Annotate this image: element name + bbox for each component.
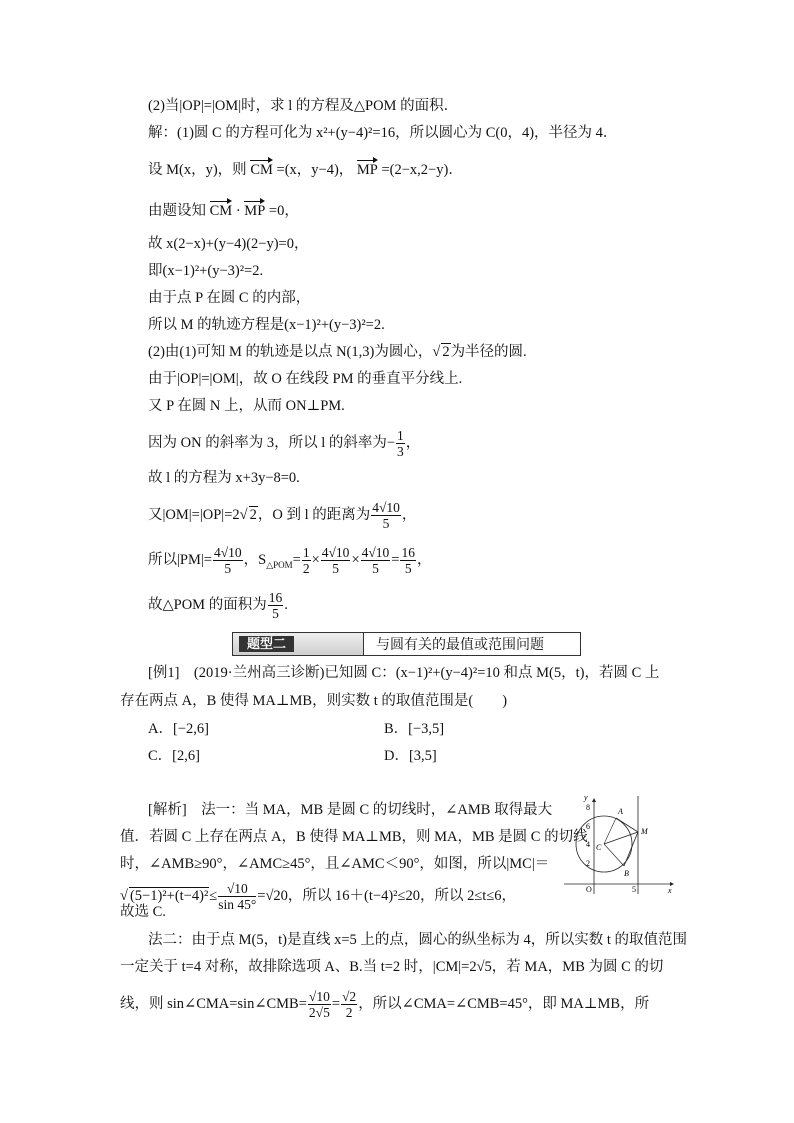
sqrt-sign: √: [239, 507, 248, 523]
denominator: 5: [372, 561, 379, 577]
numerator: √10: [218, 881, 256, 897]
text: (2)由(1)可知 M 的轨迹是以点 N(1,3)为圆心，: [148, 344, 433, 360]
method-two-line-3: [120, 985, 649, 1023]
text: 由题设知: [148, 203, 206, 219]
fraction: [396, 428, 405, 459]
solution-line-7: 所以 M 的轨迹方程是(x−1)²+(y−3)²=2.: [148, 317, 385, 333]
text: 设 M(x，y)，则: [148, 162, 247, 178]
text: 所以|PM|=: [148, 552, 212, 568]
example-line-1: [例1] (2019·兰州高三诊断)已知圆 C：(x−1)²+(y−4)²=10 和点 M(5，t)，若圆 C 上: [148, 665, 660, 681]
numerator: 16: [268, 590, 283, 606]
banner-tag-area: [233, 633, 364, 655]
denominator: 2√5: [308, 1005, 330, 1021]
text: ，: [401, 507, 417, 523]
y-axis-arrow: [592, 798, 596, 802]
option-d: D．[3,5]: [384, 748, 437, 764]
fraction: [341, 989, 357, 1020]
fraction: [308, 989, 331, 1020]
denominator: sin 45°: [218, 897, 257, 913]
vector-cm: CM: [210, 200, 233, 220]
circle-figure: [564, 796, 676, 896]
text: 线，则 sin∠CMA=sin∠CMB=: [120, 996, 307, 1012]
method-two-line-1: 法二：由于点 M(5，t)是直线 x=5 上的点，圆心的纵坐标为 4，所以实数 t 的取值范围: [148, 932, 688, 948]
tick-y-6: 6: [586, 822, 590, 831]
text: =: [292, 552, 301, 568]
solution-line-8: [148, 343, 527, 361]
text: 因为 ON 的斜率为 3，所以 l 的斜率为−: [148, 435, 396, 451]
text: ，O 到 l 的距离为: [257, 507, 371, 523]
method-two-line-2: 一定关于 t=4 对称，故排除选项 A、B.当 t=2 时，|CM|=2√5，若 MA，MB 为圆 C 的切: [120, 959, 664, 975]
section-banner: [232, 632, 581, 656]
text: =√20，所以 16＋(t−4)²≤20，所以 2≤t≤6，: [257, 888, 517, 904]
text: ，: [405, 435, 421, 451]
solution-line-15: [148, 586, 288, 624]
tick-y-4: 4: [586, 840, 590, 849]
numerator: 1: [397, 428, 404, 444]
text: =(x，y−4)，: [276, 162, 354, 178]
fraction: [213, 545, 243, 576]
fraction: [321, 545, 351, 576]
y-label: y: [584, 796, 588, 802]
vector-cm: CM: [250, 159, 273, 179]
denominator: 2: [302, 561, 310, 577]
text: .: [284, 597, 288, 613]
text: =0，: [268, 203, 299, 219]
text: ，: [416, 552, 432, 568]
text: =(2−x,2−y)．: [381, 162, 463, 178]
solution-line-4: 故 x(2−x)+(y−4)(2−y)=0，: [148, 236, 309, 252]
solution-line-13: [148, 496, 416, 534]
analysis-line-4: [120, 876, 516, 916]
denominator: 5: [382, 516, 390, 532]
question-part-2: (2)当|OP|=|OM|时，求 l 的方程及△POM 的面积．: [148, 98, 459, 114]
tick-y-8: 8: [586, 803, 590, 812]
x-label: x: [668, 886, 672, 895]
point-a-label: A: [618, 807, 623, 816]
numerator: 4√10: [361, 545, 390, 561]
dot-operator: ·: [235, 203, 241, 219]
option-b: B．[−3,5]: [384, 721, 445, 737]
segment-mc: [604, 832, 638, 844]
vector-mp: MP: [357, 159, 378, 179]
denominator: 5: [272, 606, 279, 622]
denominator: 5: [332, 561, 339, 577]
tick-y-2: 2: [586, 859, 590, 868]
tangent-ma: [616, 818, 638, 832]
fraction: [218, 881, 256, 912]
subscript: △POM: [266, 559, 293, 570]
origin-label: O: [586, 885, 592, 894]
point-c-label: C: [596, 843, 602, 852]
section-title: 与圆有关的最值或范围问题: [376, 638, 544, 653]
point-b-label: B: [624, 869, 629, 878]
radicand: 2: [249, 507, 257, 523]
fraction: [268, 590, 284, 621]
text: ，所以∠CMA=∠CMB=45°，即 MA⊥MB，所: [358, 996, 650, 1012]
denominator: 2: [345, 1005, 353, 1021]
tick-x-5: 5: [632, 885, 636, 894]
solution-line-10: 又 P 在圆 N 上，从而 ON⊥PM.: [148, 398, 345, 414]
fraction: [371, 500, 401, 531]
text: 故△POM 的面积为: [148, 597, 267, 613]
fraction: [400, 545, 416, 576]
solution-line-6: 由于点 P 在圆 C 的内部，: [148, 290, 311, 306]
solution-line-14: [148, 541, 431, 584]
radicand: 2: [442, 344, 450, 360]
solution-line-5: 即(x−1)²+(y−3)²=2.: [148, 263, 264, 279]
numerator: 4√10: [372, 500, 400, 516]
vector-mp: MP: [244, 200, 265, 220]
radicand: (5−1)²+(t−4)²: [129, 888, 209, 904]
analysis-line-1: [解析] 法一：当 MA，MB 是圆 C 的切线时，∠AMB 取得最大: [148, 802, 553, 818]
numerator: 1: [302, 545, 310, 561]
solution-line-12: 故 l 的方程为 x+3y−8=0.: [148, 470, 300, 486]
numerator: 16: [401, 545, 415, 561]
text: ，S: [243, 552, 267, 568]
denominator: 3: [397, 444, 404, 460]
solution-line-3: [148, 200, 299, 220]
analysis-line-3: 时，∠AMB≥90°，∠AMC≥45°，且∠AMC＜90°，如图，所以|MC|＝: [120, 856, 550, 872]
solution-line-1: 解：(1)圆 C 的方程可化为 x²+(y−4)²=16，所以圆心为 C(0，4)，半径为 4．: [148, 125, 618, 141]
denominator: 5: [404, 561, 412, 577]
example-line-2: 存在两点 A，B 使得 MA⊥MB，则实数 t 的取值范围是( ): [120, 693, 508, 709]
equals-sign: =: [331, 996, 341, 1012]
times-sign: ×: [351, 552, 360, 568]
fraction: [302, 545, 311, 576]
times-sign: ×: [311, 552, 320, 568]
sqrt-sign: √: [120, 888, 128, 904]
numerator: 4√10: [321, 545, 350, 561]
le-sign: ≤: [209, 888, 218, 904]
option-a: A．[−2,6]: [148, 721, 209, 737]
fraction: [361, 545, 391, 576]
solution-line-2: [148, 159, 463, 179]
text: 又|OM|=|OP|=2: [148, 507, 240, 523]
denominator: 5: [224, 561, 232, 577]
numerator: √10: [308, 989, 330, 1005]
numerator: √2: [342, 989, 357, 1005]
section-tag: 题型二: [239, 636, 294, 652]
point-m-label: M: [641, 827, 648, 836]
equals-sign: =: [391, 552, 400, 568]
solution-line-11: [148, 425, 420, 461]
numerator: 4√10: [213, 545, 242, 561]
analysis-line-5: 故选 C.: [120, 904, 166, 920]
sqrt-sign: √: [432, 344, 441, 360]
text: 为半径的圆.: [450, 344, 527, 360]
radius-cb: [604, 844, 624, 866]
solution-line-9: 由于|OP|=|OM|，故 O 在线段 PM 的垂直平分线上.: [148, 371, 463, 387]
analysis-line-2: 值．若圆 C 上存在两点 A，B 使得 MA⊥MB，则 MA，MB 是圆 C 的切线: [120, 829, 588, 845]
option-c: C．[2,6]: [148, 748, 200, 764]
